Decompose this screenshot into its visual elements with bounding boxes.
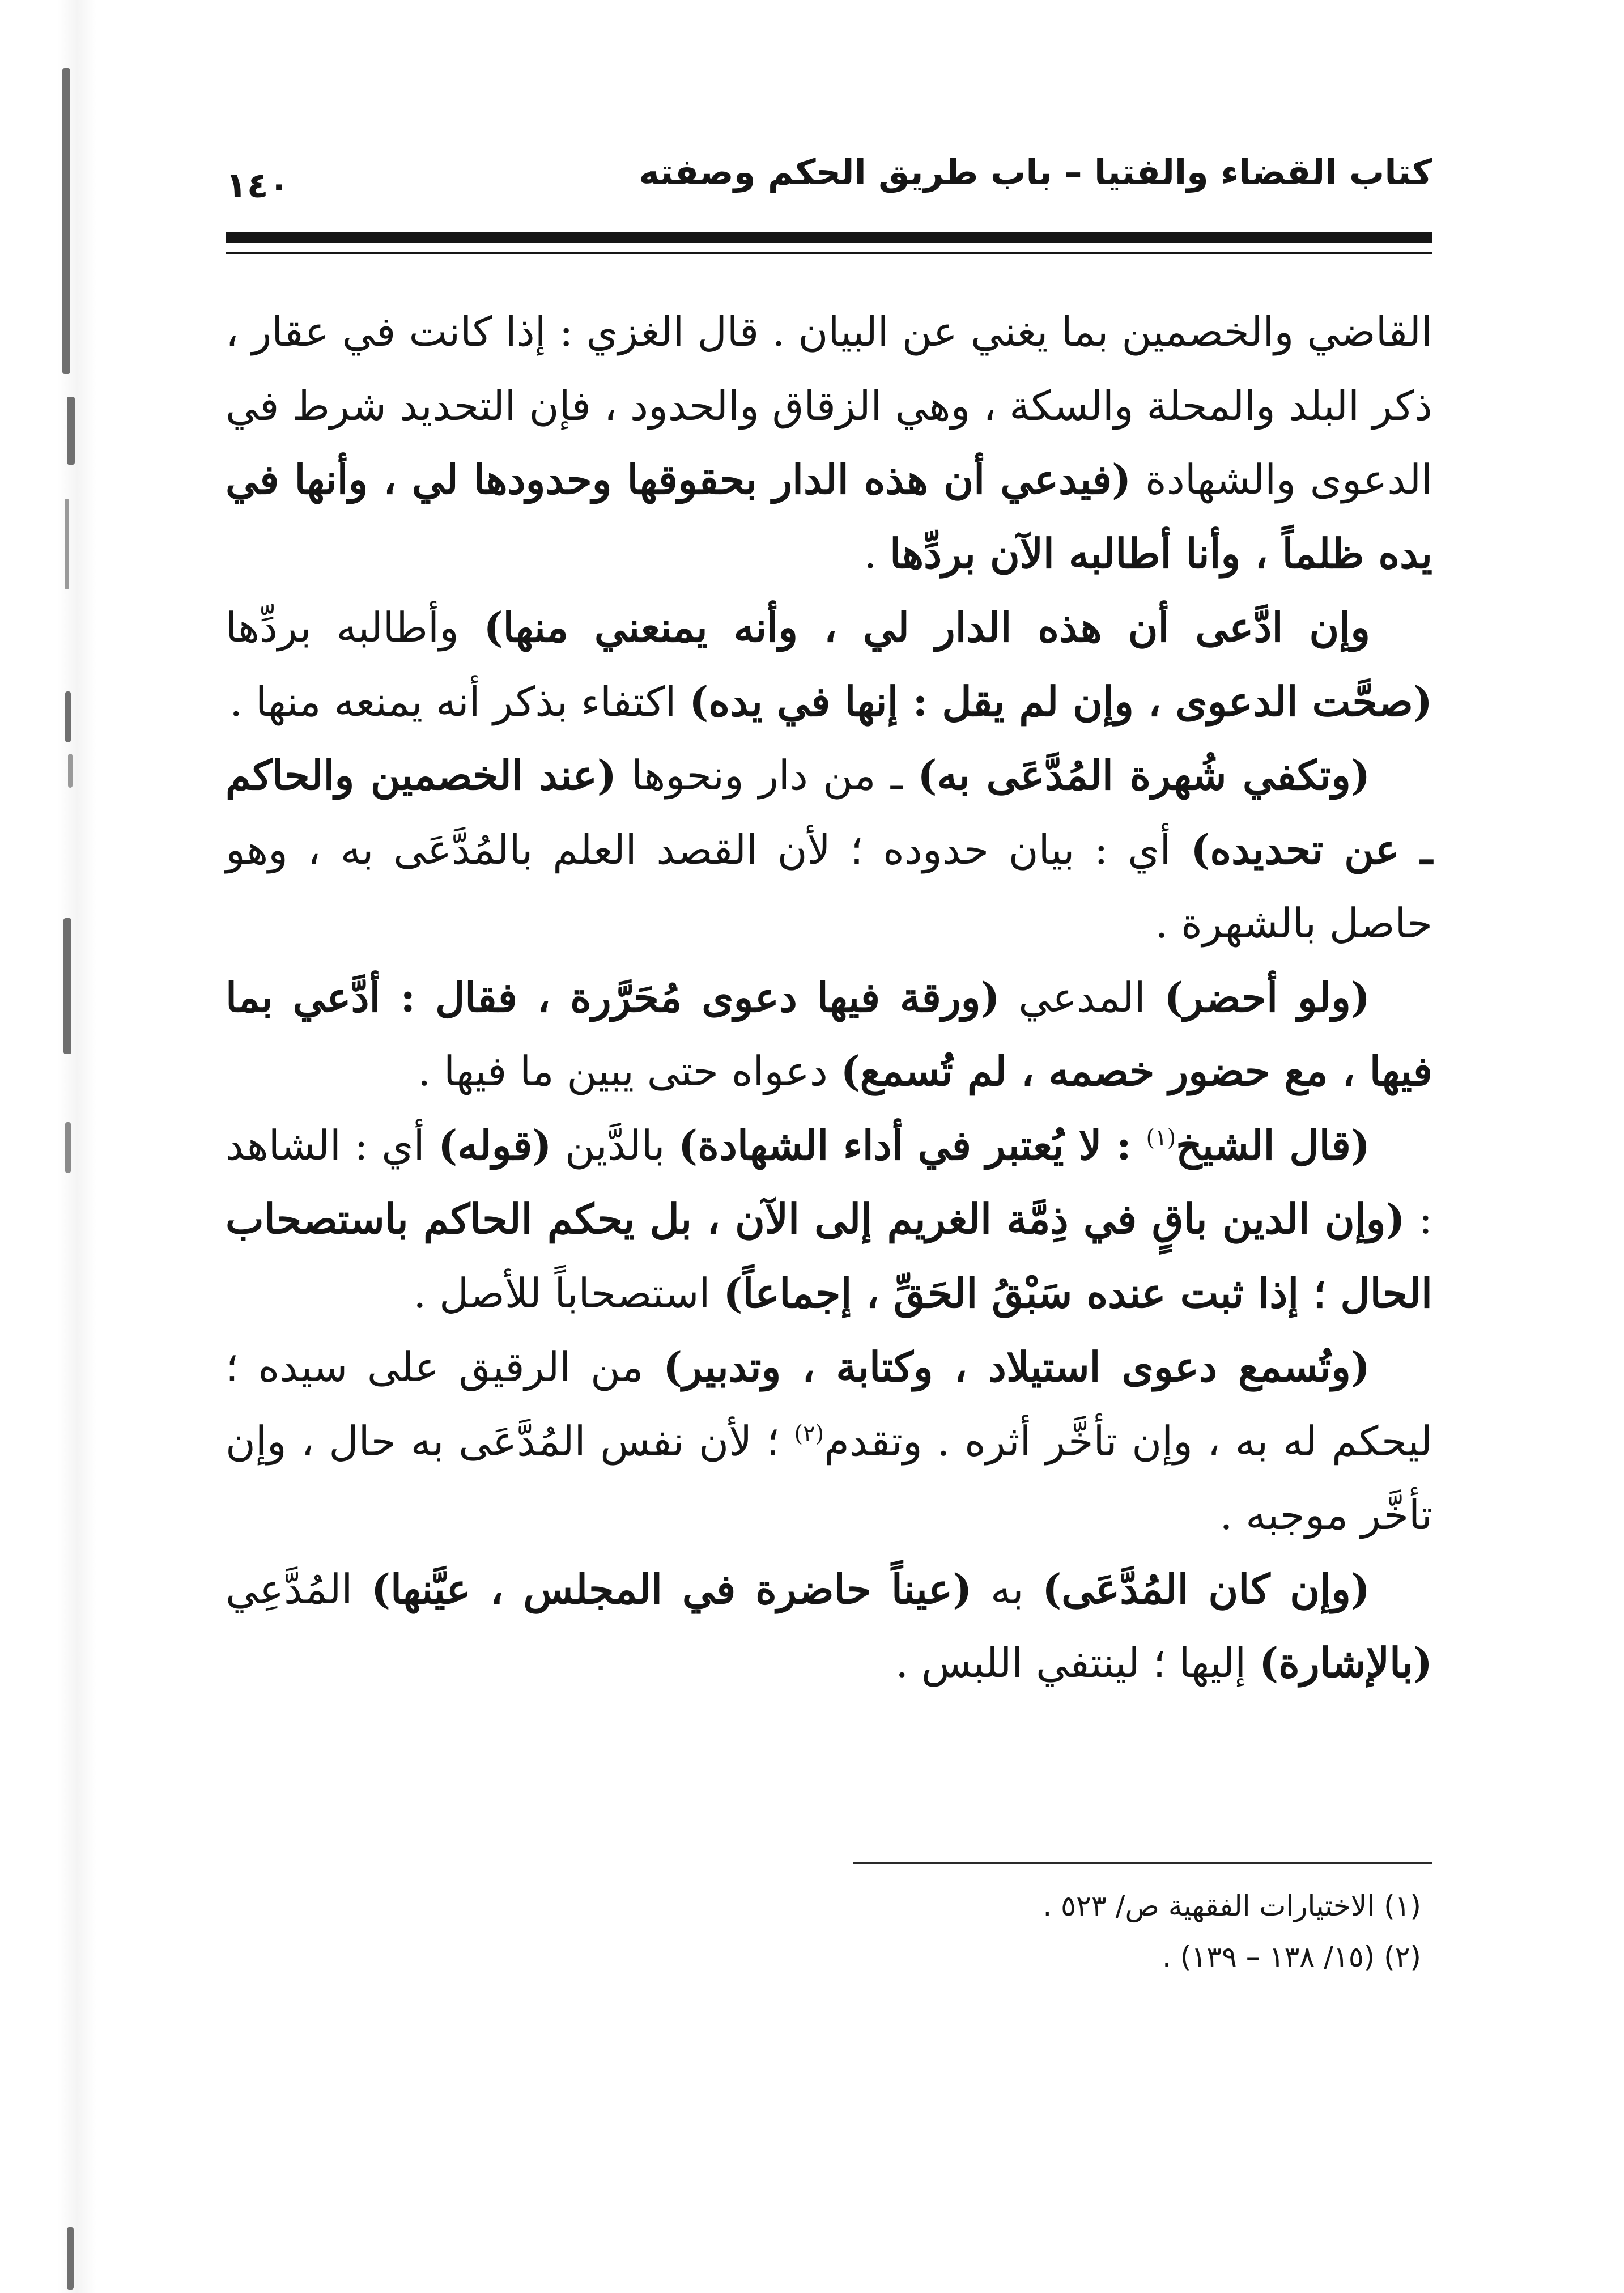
matn-text: (عند الخصمين والحاكم ـ عن تحديده): [226, 751, 1432, 873]
footnotes: [226, 1880, 1432, 1982]
text-run: المدعي: [1000, 973, 1164, 1021]
text-run: ـ من دار ونحوها: [616, 751, 918, 799]
chapter-title: كتاب القضاء والفتيا – باب طريق الحكم وصفته: [639, 151, 1432, 193]
footnote-marker-2: (٢): [794, 1420, 824, 1447]
page-number: ١٤٠: [226, 164, 290, 206]
paragraph-5: [226, 1109, 1432, 1331]
text-run: استصحاباً للأصل .: [413, 1269, 724, 1317]
header-rule-thick: [226, 232, 1432, 243]
text-run: أي : الشاهد :: [226, 1121, 1432, 1243]
matn-text: (وتُسمع دعوى استيلاد ، وكتابة ، وتدبير): [663, 1343, 1370, 1391]
text-run: إليها ؛ لينتفي اللبس .: [895, 1639, 1260, 1687]
text-run: وأطالبه بردِّها: [226, 604, 484, 651]
matn-text: (وتكفي شُهرة المُدَّعَى به): [917, 751, 1371, 799]
text-run: .: [864, 529, 890, 578]
header-rule-thin: [226, 252, 1432, 254]
matn-text: (عيناً حاضرة في المجلس ، عيَّنها): [371, 1564, 972, 1613]
paragraph-2: [226, 591, 1432, 738]
footnote-marker-1: (١): [1146, 1124, 1176, 1151]
text-run: دعواه حتى يبين ما فيها .: [418, 1047, 841, 1095]
text-run: القاضي والخصمين بما يغني عن البيان . قال الغزي : إذا كانت في عقار ، ذكر البلد والمحلة والسكة ، وهي الزقاق والحدود ، فإن التحديد شرط في الدعوى والشهادة: [226, 308, 1433, 503]
matn-text: (وإن الدين باقٍ في ذِمَّة الغريم إلى الآن ، بل يحكم الحاكم باستصحاب الحال ؛ إذا ثبت عنده سَبْقُ الحَقِّ ، إجماعاً): [226, 1195, 1432, 1317]
text-run: من الرقيق على سيده ؛ ليحكم له به ، وإن تأخَّر أثره . وتقدم: [226, 1343, 1432, 1465]
matn-text: (وإن كان المُدَّعَى): [1042, 1564, 1370, 1613]
scan-mark: [67, 397, 75, 465]
text-run: بالدَّين: [551, 1121, 679, 1169]
paragraph-7: [226, 1552, 1432, 1700]
footnote-2: (٢) (١٥/ ١٣٨ – ١٣٩) .: [1162, 1940, 1421, 1973]
matn-text: (فيدعي أن هذه الدار بحقوقها وحدودها لي ، وأنها في يده ظلماً ، وأنا أطالبه الآن بردِّها: [226, 455, 1432, 578]
footnote-separator: [853, 1862, 1432, 1864]
matn-text: (قال الشيخ: [1176, 1120, 1370, 1169]
matn-text: (ورقة فيها دعوى مُحَرَّرة ، فقال : أدَّعي بما فيها ، مع حضور خصمه ، لم تُسمع): [226, 973, 1432, 1095]
paragraph-3: [226, 738, 1432, 961]
matn-text: وإن ادَّعى أن هذه الدار لي ، وأنه يمنعني منها): [483, 603, 1370, 651]
matn-text: (صحَّت الدعوى ، وإن لم يقل : إنها في يده): [689, 677, 1432, 725]
matn-text: : لا يُعتبر في أداء الشهادة): [678, 1120, 1146, 1169]
scan-edge: [0, 0, 96, 2293]
scan-mark: [65, 499, 69, 589]
scan-mark: [65, 1122, 71, 1173]
matn-text: (بالإشارة): [1259, 1638, 1432, 1687]
scan-mark: [68, 754, 73, 788]
paragraph-4: [226, 961, 1432, 1109]
text-run: أي : بيان حدوده ؛ لأن القصد العلم بالمُدَّعَى به ، وهو حاصل بالشهرة .: [226, 825, 1432, 947]
matn-text: (قوله): [438, 1120, 552, 1169]
text-run: اكتفاء بذكر أنه يمنعه منها .: [229, 677, 690, 725]
matn-text: (ولو أحضر): [1164, 973, 1370, 1021]
scan-mark: [62, 68, 70, 374]
scan-mark: [65, 691, 71, 742]
body-text: [226, 295, 1432, 1700]
text-run: المُدَّعِي: [226, 1565, 371, 1613]
running-header: [226, 145, 1432, 235]
scan-mark: [63, 918, 71, 1054]
text-run: به: [972, 1565, 1043, 1613]
scan-mark: [67, 2227, 74, 2290]
footnote-1: (١) الاختيارات الفقهية ص/ ٥٢٣ .: [1043, 1889, 1421, 1922]
text-run: ؛ لأن نفس المُدَّعَى به حال ، وإن تأخَّر موجبه .: [226, 1417, 1432, 1539]
paragraph-1: [226, 295, 1432, 591]
paragraph-6: [226, 1330, 1432, 1552]
